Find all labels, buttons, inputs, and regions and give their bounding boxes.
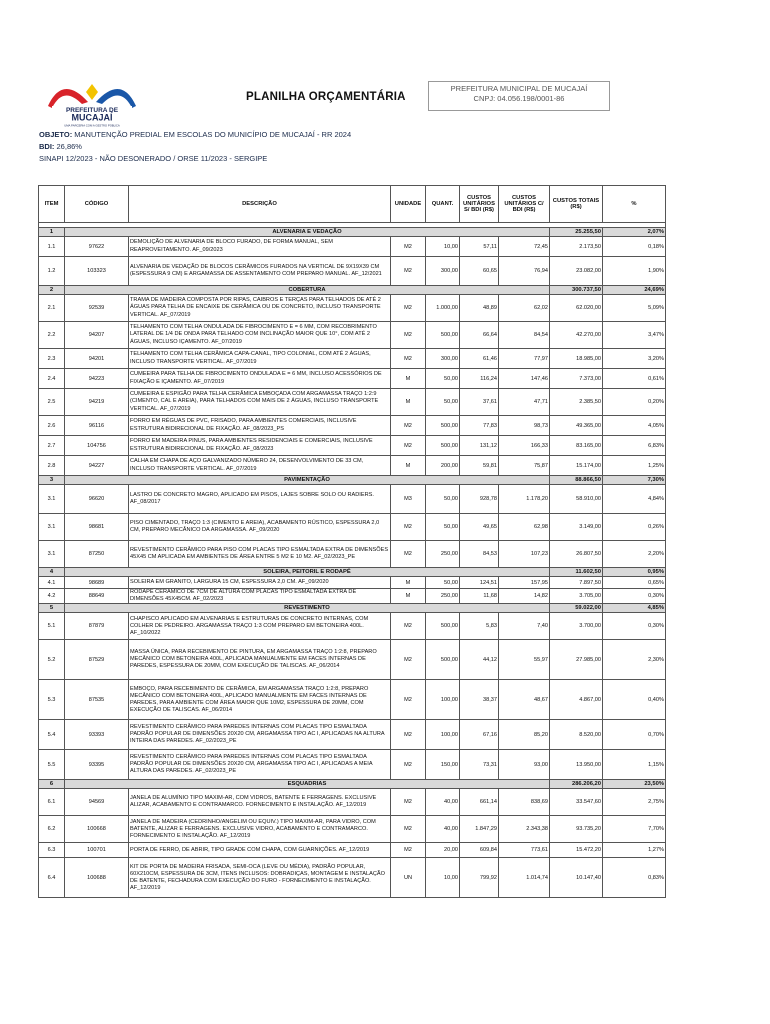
cell-unit-cost-no-bdi: 1.847,29 — [460, 816, 499, 843]
cell-unit: M — [391, 456, 426, 476]
cell-item: 4.2 — [39, 589, 65, 604]
cell-item: 6.4 — [39, 858, 65, 898]
cell-quantity: 250,00 — [426, 541, 460, 568]
cell-unit-cost-no-bdi: 77,83 — [460, 416, 499, 436]
table-row — [39, 613, 666, 640]
section-total: 286.206,20 — [550, 780, 603, 789]
cell-percent: 0,18% — [603, 237, 666, 257]
cell-unit-cost-with-bdi: 84,54 — [499, 322, 550, 349]
cell-item: 5.3 — [39, 680, 65, 720]
cell-code: 93395 — [65, 750, 129, 780]
cell-description: TELHAMENTO COM TELHA ONDULADA DE FIBROCIMENTO E = 6 MM, COM RECOBRIMENTO LATERAL DE 1/4 DE ONDA PARA TELHADO COM INCLINAÇÃO MAIOR QUE 10°, COM ATÉ 2 ÁGUAS, INCLUSO IÇAMENTO. AF_07/2019 — [129, 322, 391, 349]
cell-percent: 1,25% — [603, 456, 666, 476]
bdi-line — [39, 142, 82, 151]
cell-description: TRAMA DE MADEIRA COMPOSTA POR RIPAS, CAIBROS E TERÇAS PARA TELHADOS DE ATÉ 2 ÁGUAS PARA TELHA DE ENCAIXE DE CERÂMICA OU DE CONCRETO, INCLUSO TRANSPORTE VERTICAL. AF_07/2019 — [129, 295, 391, 322]
cell-unit: M2 — [391, 514, 426, 541]
cell-unit-cost-no-bdi: 799,92 — [460, 858, 499, 898]
table-row — [39, 295, 666, 322]
cell-unit-cost-no-bdi: 928,78 — [460, 485, 499, 514]
cell-percent: 3,20% — [603, 349, 666, 369]
cell-unit-cost-with-bdi: 1.178,20 — [499, 485, 550, 514]
bdi-value: 26,86% — [56, 142, 82, 151]
cell-code: 100688 — [65, 858, 129, 898]
cell-unit: M2 — [391, 436, 426, 456]
cell-unit-cost-no-bdi: 73,31 — [460, 750, 499, 780]
cell-quantity: 100,00 — [426, 720, 460, 750]
cell-quantity: 500,00 — [426, 613, 460, 640]
cell-unit-cost-no-bdi: 5,83 — [460, 613, 499, 640]
header-custo-com-bdi: CUSTOS UNITÁRIOS C/ BDI (R$) — [499, 186, 550, 223]
section-row — [39, 568, 666, 577]
header-custo-sem-bdi: CUSTOS UNITÁRIOS S/ BDI (R$) — [460, 186, 499, 223]
cell-unit: M2 — [391, 750, 426, 780]
budget-table — [38, 185, 666, 898]
cell-percent: 1,90% — [603, 257, 666, 286]
cell-item: 3.1 — [39, 514, 65, 541]
cell-item: 5.2 — [39, 640, 65, 680]
cell-unit: M2 — [391, 816, 426, 843]
cell-unit-cost-with-bdi: 55,97 — [499, 640, 550, 680]
cell-quantity: 20,00 — [426, 843, 460, 858]
logo-tagline: UMA PARCERIA COM A GESTÃO PÚBLICA — [64, 123, 120, 128]
cell-total: 10.147,40 — [550, 858, 603, 898]
section-total: 59.022,00 — [550, 604, 603, 613]
cell-code: 87535 — [65, 680, 129, 720]
cell-unit-cost-with-bdi: 47,71 — [499, 389, 550, 416]
cell-total: 8.520,00 — [550, 720, 603, 750]
cell-unit-cost-with-bdi: 14,82 — [499, 589, 550, 604]
cell-code: 98681 — [65, 514, 129, 541]
cell-unit-cost-with-bdi: 75,87 — [499, 456, 550, 476]
cell-description: EMBOÇO, PARA RECEBIMENTO DE CERÂMICA, EM ARGAMASSA TRAÇO 1:2:8, PREPARO MECÂNICO COM BETONEIRA 400L, APLICADO MANUALMENTE EM FACES INTERNAS DE PAREDES, PARA AMBIENTE COM ÁREA MAIOR QUE 10M2, ESPESSURA DE 20MM, COM EXECUÇÃO DE TALISCAS. AF_06/2014 — [129, 680, 391, 720]
cell-unit: M3 — [391, 485, 426, 514]
cell-quantity: 500,00 — [426, 640, 460, 680]
cell-total: 58.910,00 — [550, 485, 603, 514]
cell-unit-cost-no-bdi: 124,51 — [460, 577, 499, 589]
cell-percent: 2,20% — [603, 541, 666, 568]
section-title: PAVIMENTAÇÃO — [65, 476, 550, 485]
table-row — [39, 349, 666, 369]
cell-unit: M2 — [391, 295, 426, 322]
cell-total: 3.149,00 — [550, 514, 603, 541]
cell-total: 15.174,00 — [550, 456, 603, 476]
cell-unit-cost-no-bdi: 37,61 — [460, 389, 499, 416]
table-row — [39, 789, 666, 816]
sinapi-line: SINAPI 12/2023 - NÃO DESONERADO / ORSE 11/2023 - SERGIPE — [39, 154, 268, 163]
cell-quantity: 200,00 — [426, 456, 460, 476]
section-title: SOLEIRA, PEITORIL E RODAPÉ — [65, 568, 550, 577]
objeto-label: OBJETO: — [39, 130, 73, 139]
cell-unit-cost-no-bdi: 116,24 — [460, 369, 499, 389]
cell-quantity: 500,00 — [426, 436, 460, 456]
section-number: 4 — [39, 568, 65, 577]
cell-total: 7.373,00 — [550, 369, 603, 389]
cell-unit: M2 — [391, 237, 426, 257]
cell-unit-cost-with-bdi: 838,69 — [499, 789, 550, 816]
cell-unit-cost-no-bdi: 66,64 — [460, 322, 499, 349]
prefeitura-name: PREFEITURA MUNICIPAL DE MUCAJAÍ — [450, 84, 588, 93]
cell-quantity: 50,00 — [426, 514, 460, 541]
cell-item: 5.5 — [39, 750, 65, 780]
cell-quantity: 10,00 — [426, 237, 460, 257]
cell-unit: UN — [391, 858, 426, 898]
section-title: REVESTIMENTO — [65, 604, 550, 613]
cell-unit-cost-with-bdi: 166,33 — [499, 436, 550, 456]
cell-code: 87529 — [65, 640, 129, 680]
cell-description: FORRO EM MADEIRA PINUS, PARA AMBIENTES RESIDENCIAIS E COMERCIAIS, INCLUSIVE ESTRUTURA BIDIRECIONAL DE FIXAÇÃO. AF_08/2023 — [129, 436, 391, 456]
cell-total: 7.897,50 — [550, 577, 603, 589]
cell-unit-cost-with-bdi: 1.014,74 — [499, 858, 550, 898]
cell-code: 94201 — [65, 349, 129, 369]
cell-item: 1.2 — [39, 257, 65, 286]
cell-percent: 2,75% — [603, 789, 666, 816]
cell-percent: 6,83% — [603, 436, 666, 456]
cell-unit-cost-with-bdi: 157,95 — [499, 577, 550, 589]
cell-percent: 0,40% — [603, 680, 666, 720]
table-row — [39, 369, 666, 389]
cell-unit: M2 — [391, 789, 426, 816]
cell-description: ALVENARIA DE VEDAÇÃO DE BLOCOS CERÂMICOS FURADOS NA VERTICAL DE 9X19X39 CM (ESPESSURA 9 CM) E ARGAMASSA DE ASSENTAMENTO COM PREPARO MANUAL. AF_12/2021 — [129, 257, 391, 286]
section-percent: 23,50% — [603, 780, 666, 789]
cell-unit-cost-with-bdi: 147,46 — [499, 369, 550, 389]
cell-total: 23.082,00 — [550, 257, 603, 286]
section-percent: 2,07% — [603, 228, 666, 237]
cell-percent: 0,61% — [603, 369, 666, 389]
section-total: 11.602,50 — [550, 568, 603, 577]
cell-unit: M2 — [391, 843, 426, 858]
cell-item: 2.6 — [39, 416, 65, 436]
cell-unit-cost-no-bdi: 609,84 — [460, 843, 499, 858]
cell-description: PISO CIMENTADO, TRAÇO 1:3 (CIMENTO E AREIA), ACABAMENTO RÚSTICO, ESPESSURA 2,0 CM, PREPARO MECÂNICO DA ARGAMASSA. AF_09/2020 — [129, 514, 391, 541]
cell-unit: M2 — [391, 541, 426, 568]
section-percent: 7,30% — [603, 476, 666, 485]
cell-description: CALHA EM CHAPA DE AÇO GALVANIZADO NÚMERO 24, DESENVOLVIMENTO DE 33 CM, INCLUSO TRANSPORTE VERTICAL. AF_07/2019 — [129, 456, 391, 476]
cell-code: 100668 — [65, 816, 129, 843]
table-row — [39, 541, 666, 568]
cell-item: 2.2 — [39, 322, 65, 349]
section-percent: 0,95% — [603, 568, 666, 577]
cell-description: JANELA DE ALUMÍNIO TIPO MAXIM-AR, COM VIDROS, BATENTE E FERRAGENS. EXCLUSIVE ALIZAR, ACABAMENTO E CONTRAMARCO. FORNECIMENTO E INSTALAÇÃO. AF_12/2019 — [129, 789, 391, 816]
cell-item: 6.1 — [39, 789, 65, 816]
cell-code: 94223 — [65, 369, 129, 389]
cell-code: 96116 — [65, 416, 129, 436]
section-total: 88.866,50 — [550, 476, 603, 485]
logo-line2: MUCAJAÍ — [71, 112, 113, 123]
cell-quantity: 50,00 — [426, 577, 460, 589]
cell-description: LASTRO DE CONCRETO MAGRO, APLICADO EM PISOS, LAJES SOBRE SOLO OU RADIERS. AF_08/2017 — [129, 485, 391, 514]
cell-code: 94569 — [65, 789, 129, 816]
cell-percent: 4,84% — [603, 485, 666, 514]
cell-description: TELHAMENTO COM TELHA CERÂMICA CAPA-CANAL, TIPO COLONIAL, COM ATÉ 2 ÁGUAS, INCLUSO TRANSPORTE VERTICAL. AF_07/2019 — [129, 349, 391, 369]
section-title: ALVENARIA E VEDAÇÃO — [65, 228, 550, 237]
cell-total: 2.173,50 — [550, 237, 603, 257]
cell-unit-cost-no-bdi: 60,65 — [460, 257, 499, 286]
section-row — [39, 780, 666, 789]
cell-unit: M — [391, 369, 426, 389]
cell-quantity: 50,00 — [426, 369, 460, 389]
cell-unit-cost-with-bdi: 93,00 — [499, 750, 550, 780]
cell-unit-cost-no-bdi: 48,89 — [460, 295, 499, 322]
section-number: 2 — [39, 286, 65, 295]
cell-total: 83.165,00 — [550, 436, 603, 456]
cell-total: 13.950,00 — [550, 750, 603, 780]
cell-unit: M2 — [391, 257, 426, 286]
cell-item: 5.1 — [39, 613, 65, 640]
cell-total: 42.270,00 — [550, 322, 603, 349]
cell-unit: M — [391, 389, 426, 416]
table-row — [39, 485, 666, 514]
cell-percent: 0,70% — [603, 720, 666, 750]
cell-total: 2.385,50 — [550, 389, 603, 416]
cell-quantity: 500,00 — [426, 416, 460, 436]
cell-description: REVESTIMENTO CERÂMICO PARA PAREDES INTERNAS COM PLACAS TIPO ESMALTADA PADRÃO POPULAR DE DIMENSÕES 20X20 CM, ARGAMASSA TIPO AC I, APLICADAS A MEIA ALTURA DAS PAREDES. AF_02/2023_PE — [129, 750, 391, 780]
cell-percent: 0,20% — [603, 389, 666, 416]
table-row — [39, 416, 666, 436]
cell-unit-cost-no-bdi: 59,81 — [460, 456, 499, 476]
cell-item: 3.1 — [39, 485, 65, 514]
cell-item: 2.7 — [39, 436, 65, 456]
cell-unit-cost-no-bdi: 661,14 — [460, 789, 499, 816]
cell-total: 49.365,00 — [550, 416, 603, 436]
cell-unit-cost-no-bdi: 131,12 — [460, 436, 499, 456]
cell-percent: 7,70% — [603, 816, 666, 843]
cell-total: 27.985,00 — [550, 640, 603, 680]
cell-item: 5.4 — [39, 720, 65, 750]
cell-description: SOLEIRA EM GRANITO, LARGURA 15 CM, ESPESSURA 2,0 CM. AF_09/2020 — [129, 577, 391, 589]
header-unidade: UNIDADE — [391, 186, 426, 223]
cell-item: 1.1 — [39, 237, 65, 257]
table-row — [39, 389, 666, 416]
prefeitura-logo — [42, 78, 142, 128]
cell-description: DEMOLIÇÃO DE ALVENARIA DE BLOCO FURADO, DE FORMA MANUAL, SEM REAPROVEITAMENTO. AF_09/2023 — [129, 237, 391, 257]
cell-unit-cost-with-bdi: 85,20 — [499, 720, 550, 750]
section-number: 3 — [39, 476, 65, 485]
cell-description: FORRO EM RÉGUAS DE PVC, FRISADO, PARA AMBIENTES COMERCIAIS, INCLUSIVE ESTRUTURA BIDIRECIONAL DE FIXAÇÃO. AF_08/2023_PS — [129, 416, 391, 436]
section-number: 1 — [39, 228, 65, 237]
cell-unit-cost-with-bdi: 76,94 — [499, 257, 550, 286]
cell-percent: 0,30% — [603, 589, 666, 604]
section-percent: 24,69% — [603, 286, 666, 295]
cell-percent: 0,83% — [603, 858, 666, 898]
cell-percent: 3,47% — [603, 322, 666, 349]
cell-item: 6.3 — [39, 843, 65, 858]
cell-unit-cost-with-bdi: 62,02 — [499, 295, 550, 322]
cell-percent: 4,05% — [603, 416, 666, 436]
cell-description: PORTA DE FERRO, DE ABRIR, TIPO GRADE COM CHAPA, COM GUARNIÇÕES. AF_12/2019 — [129, 843, 391, 858]
table-row — [39, 858, 666, 898]
cell-unit-cost-no-bdi: 84,53 — [460, 541, 499, 568]
cell-percent: 2,30% — [603, 640, 666, 680]
cell-unit-cost-no-bdi: 11,68 — [460, 589, 499, 604]
cell-description: JANELA DE MADEIRA (CEDRINHO/ANGELIM OU EQUIV.) TIPO MAXIM-AR, PARA VIDRO, COM BATENTE, ALIZAR E FERRAGENS. EXCLUSIVE VIDRO, ACABAMENTO E CONTRAMARCO. FORNECIMENTO E INSTALAÇÃO. AF_12/2019 — [129, 816, 391, 843]
cell-unit: M2 — [391, 322, 426, 349]
cell-unit-cost-with-bdi: 2.343,38 — [499, 816, 550, 843]
cell-unit-cost-with-bdi: 72,45 — [499, 237, 550, 257]
table-header-row — [39, 186, 666, 223]
cell-percent: 0,30% — [603, 613, 666, 640]
table-row — [39, 589, 666, 604]
cell-unit-cost-with-bdi: 77,97 — [499, 349, 550, 369]
cell-code: 88649 — [65, 589, 129, 604]
section-total: 300.737,50 — [550, 286, 603, 295]
cell-code: 92539 — [65, 295, 129, 322]
table-row — [39, 257, 666, 286]
cell-item: 4.1 — [39, 577, 65, 589]
cell-code: 94219 — [65, 389, 129, 416]
cell-total: 18.985,00 — [550, 349, 603, 369]
cell-quantity: 300,00 — [426, 257, 460, 286]
cell-code: 94227 — [65, 456, 129, 476]
cell-unit: M2 — [391, 720, 426, 750]
cell-total: 3.705,00 — [550, 589, 603, 604]
section-row — [39, 228, 666, 237]
cell-percent: 5,09% — [603, 295, 666, 322]
cell-quantity: 250,00 — [426, 589, 460, 604]
table-row — [39, 436, 666, 456]
section-number: 6 — [39, 780, 65, 789]
section-row — [39, 476, 666, 485]
cell-unit-cost-no-bdi: 44,12 — [460, 640, 499, 680]
cell-quantity: 50,00 — [426, 389, 460, 416]
table-row — [39, 816, 666, 843]
document-title: PLANILHA ORÇAMENTÁRIA — [246, 91, 406, 103]
cell-unit-cost-no-bdi: 49,65 — [460, 514, 499, 541]
cell-quantity: 40,00 — [426, 816, 460, 843]
table-body — [39, 228, 666, 898]
cell-item: 6.2 — [39, 816, 65, 843]
section-title: ESQUADRIAS — [65, 780, 550, 789]
cell-unit: M2 — [391, 640, 426, 680]
cell-unit-cost-with-bdi: 7,40 — [499, 613, 550, 640]
cell-code: 87879 — [65, 613, 129, 640]
cell-item: 2.1 — [39, 295, 65, 322]
cell-total: 4.867,00 — [550, 680, 603, 720]
cell-item: 2.3 — [39, 349, 65, 369]
cell-description: CUMEEIRA E ESPIGÃO PARA TELHA CERÂMICA EMBOÇADA COM ARGAMASSA TRAÇO 1:2:9 (CIMENTO, CAL E AREIA), PARA TELHADOS COM MAIS DE 2 ÁGUAS, INCLUSO TRANSPORTE VERTICAL. AF_07/2019 — [129, 389, 391, 416]
table-row — [39, 322, 666, 349]
cell-unit: M2 — [391, 349, 426, 369]
cell-unit: M2 — [391, 680, 426, 720]
section-row — [39, 286, 666, 295]
table-row — [39, 456, 666, 476]
header-percent: % — [603, 186, 666, 223]
prefeitura-box — [428, 81, 610, 111]
cell-quantity: 500,00 — [426, 322, 460, 349]
cell-unit: M2 — [391, 613, 426, 640]
cell-unit-cost-no-bdi: 61,46 — [460, 349, 499, 369]
cell-description: CHAPISCO APLICADO EM ALVENARIAS E ESTRUTURAS DE CONCRETO INTERNAS, COM COLHER DE PEDREIRO. ARGAMASSA TRAÇO 1:3 COM PREPARO EM BETONEIRA 400L. AF_10/2022 — [129, 613, 391, 640]
table-row — [39, 640, 666, 680]
cell-percent: 0,26% — [603, 514, 666, 541]
cell-item: 3.1 — [39, 541, 65, 568]
section-percent: 4,85% — [603, 604, 666, 613]
cell-code: 98689 — [65, 577, 129, 589]
cell-unit: M — [391, 589, 426, 604]
header-quant: QUANT. — [426, 186, 460, 223]
cell-description: KIT DE PORTA DE MADEIRA FRISADA, SEMI-OCA (LEVE OU MÉDIA), PADRÃO POPULAR, 60X210CM, ESPESSURA DE 3CM, ITENS INCLUSOS: DOBRADIÇAS, MONTAGEM E INSTALAÇÃO DE BATENTE, FECHADURA COM EXECUÇÃO DO FURO - FORNECIMENTO E INSTALAÇÃO. AF_12/2019 — [129, 858, 391, 898]
cell-total: 93.735,20 — [550, 816, 603, 843]
cell-item: 2.8 — [39, 456, 65, 476]
cell-percent: 0,65% — [603, 577, 666, 589]
cell-description: MASSA ÚNICA, PARA RECEBIMENTO DE PINTURA, EM ARGAMASSA TRAÇO 1:2:8, PREPARO MECÂNICO COM BETONEIRA 400L, APLICADA MANUALMENTE EM FACES INTERNAS DE PAREDES, ESPESSURA DE 20MM, COM EXECUÇÃO DE TALISCAS. AF_06/2014 — [129, 640, 391, 680]
cell-unit-cost-no-bdi: 57,11 — [460, 237, 499, 257]
section-title: COBERTURA — [65, 286, 550, 295]
cell-quantity: 100,00 — [426, 680, 460, 720]
cell-unit-cost-no-bdi: 67,16 — [460, 720, 499, 750]
objeto-line — [39, 130, 351, 139]
bdi-label: BDI: — [39, 142, 55, 151]
cell-quantity: 150,00 — [426, 750, 460, 780]
header-descricao: DESCRIÇÃO — [129, 186, 391, 223]
cell-code: 104756 — [65, 436, 129, 456]
cell-total: 62.020,00 — [550, 295, 603, 322]
section-total: 25.255,50 — [550, 228, 603, 237]
cell-description: CUMEEIRA PARA TELHA DE FIBROCIMENTO ONDULADA E = 6 MM, INCLUSO ACESSÓRIOS DE FIXAÇÃO E IÇAMENTO. AF_07/2019 — [129, 369, 391, 389]
cell-percent: 1,15% — [603, 750, 666, 780]
cell-unit: M — [391, 577, 426, 589]
cell-description: REVESTIMENTO CERÂMICO PARA PISO COM PLACAS TIPO ESMALTADA EXTRA DE DIMENSÕES 45X45 CM APLICADA EM AMBIENTES DE ÁREA ENTRE 5 M2 E 10 M2. AF_02/2023_PE — [129, 541, 391, 568]
cell-code: 96620 — [65, 485, 129, 514]
cell-code: 87250 — [65, 541, 129, 568]
cell-total: 3.700,00 — [550, 613, 603, 640]
section-row — [39, 604, 666, 613]
table-row — [39, 577, 666, 589]
table-row — [39, 680, 666, 720]
cell-item: 2.5 — [39, 389, 65, 416]
cell-code: 94207 — [65, 322, 129, 349]
table-row — [39, 750, 666, 780]
cell-total: 26.807,50 — [550, 541, 603, 568]
header-codigo: CÓDIGO — [65, 186, 129, 223]
logo-line1: PREFEITURA DE — [65, 107, 119, 114]
cell-description: REVESTIMENTO CERÂMICO PARA PAREDES INTERNAS COM PLACAS TIPO ESMALTADA PADRÃO POPULAR DE DIMENSÕES 20X20 CM, ARGAMASSA TIPO AC I, APLICADAS NA ALTURA INTEIRA DAS PAREDES. AF_02/2023_PE — [129, 720, 391, 750]
cell-unit: M2 — [391, 416, 426, 436]
cell-quantity: 300,00 — [426, 349, 460, 369]
cell-item: 2.4 — [39, 369, 65, 389]
header-item: ITEM — [39, 186, 65, 223]
cell-unit-cost-with-bdi: 773,61 — [499, 843, 550, 858]
prefeitura-cnpj: CNPJ: 04.056.198/0001-86 — [473, 94, 565, 103]
objeto-value: MANUTENÇÃO PREDIAL EM ESCOLAS DO MUNICÍPIO DE MUCAJAÍ - RR 2024 — [74, 130, 352, 139]
cell-unit-cost-no-bdi: 38,37 — [460, 680, 499, 720]
cell-code: 93393 — [65, 720, 129, 750]
cell-code: 100701 — [65, 843, 129, 858]
cell-quantity: 10,00 — [426, 858, 460, 898]
cell-unit-cost-with-bdi: 62,98 — [499, 514, 550, 541]
cell-quantity: 1.000,00 — [426, 295, 460, 322]
cell-code: 103323 — [65, 257, 129, 286]
cell-quantity: 40,00 — [426, 789, 460, 816]
header-custos-totais: CUSTOS TOTAIS (R$) — [550, 186, 603, 223]
cell-code: 97622 — [65, 237, 129, 257]
cell-percent: 1,27% — [603, 843, 666, 858]
cell-total: 33.547,60 — [550, 789, 603, 816]
table-row — [39, 514, 666, 541]
cell-unit-cost-with-bdi: 107,23 — [499, 541, 550, 568]
table-row — [39, 720, 666, 750]
table-row — [39, 843, 666, 858]
cell-unit-cost-with-bdi: 98,73 — [499, 416, 550, 436]
cell-quantity: 50,00 — [426, 485, 460, 514]
cell-unit-cost-with-bdi: 48,67 — [499, 680, 550, 720]
cell-description: RODAPÉ CERÂMICO DE 7CM DE ALTURA COM PLACAS TIPO ESMALTADA EXTRA DE DIMENSÕES 45X45CM. AF_02/2023 — [129, 589, 391, 604]
section-number: 5 — [39, 604, 65, 613]
cell-total: 15.472,20 — [550, 843, 603, 858]
table-row — [39, 237, 666, 257]
